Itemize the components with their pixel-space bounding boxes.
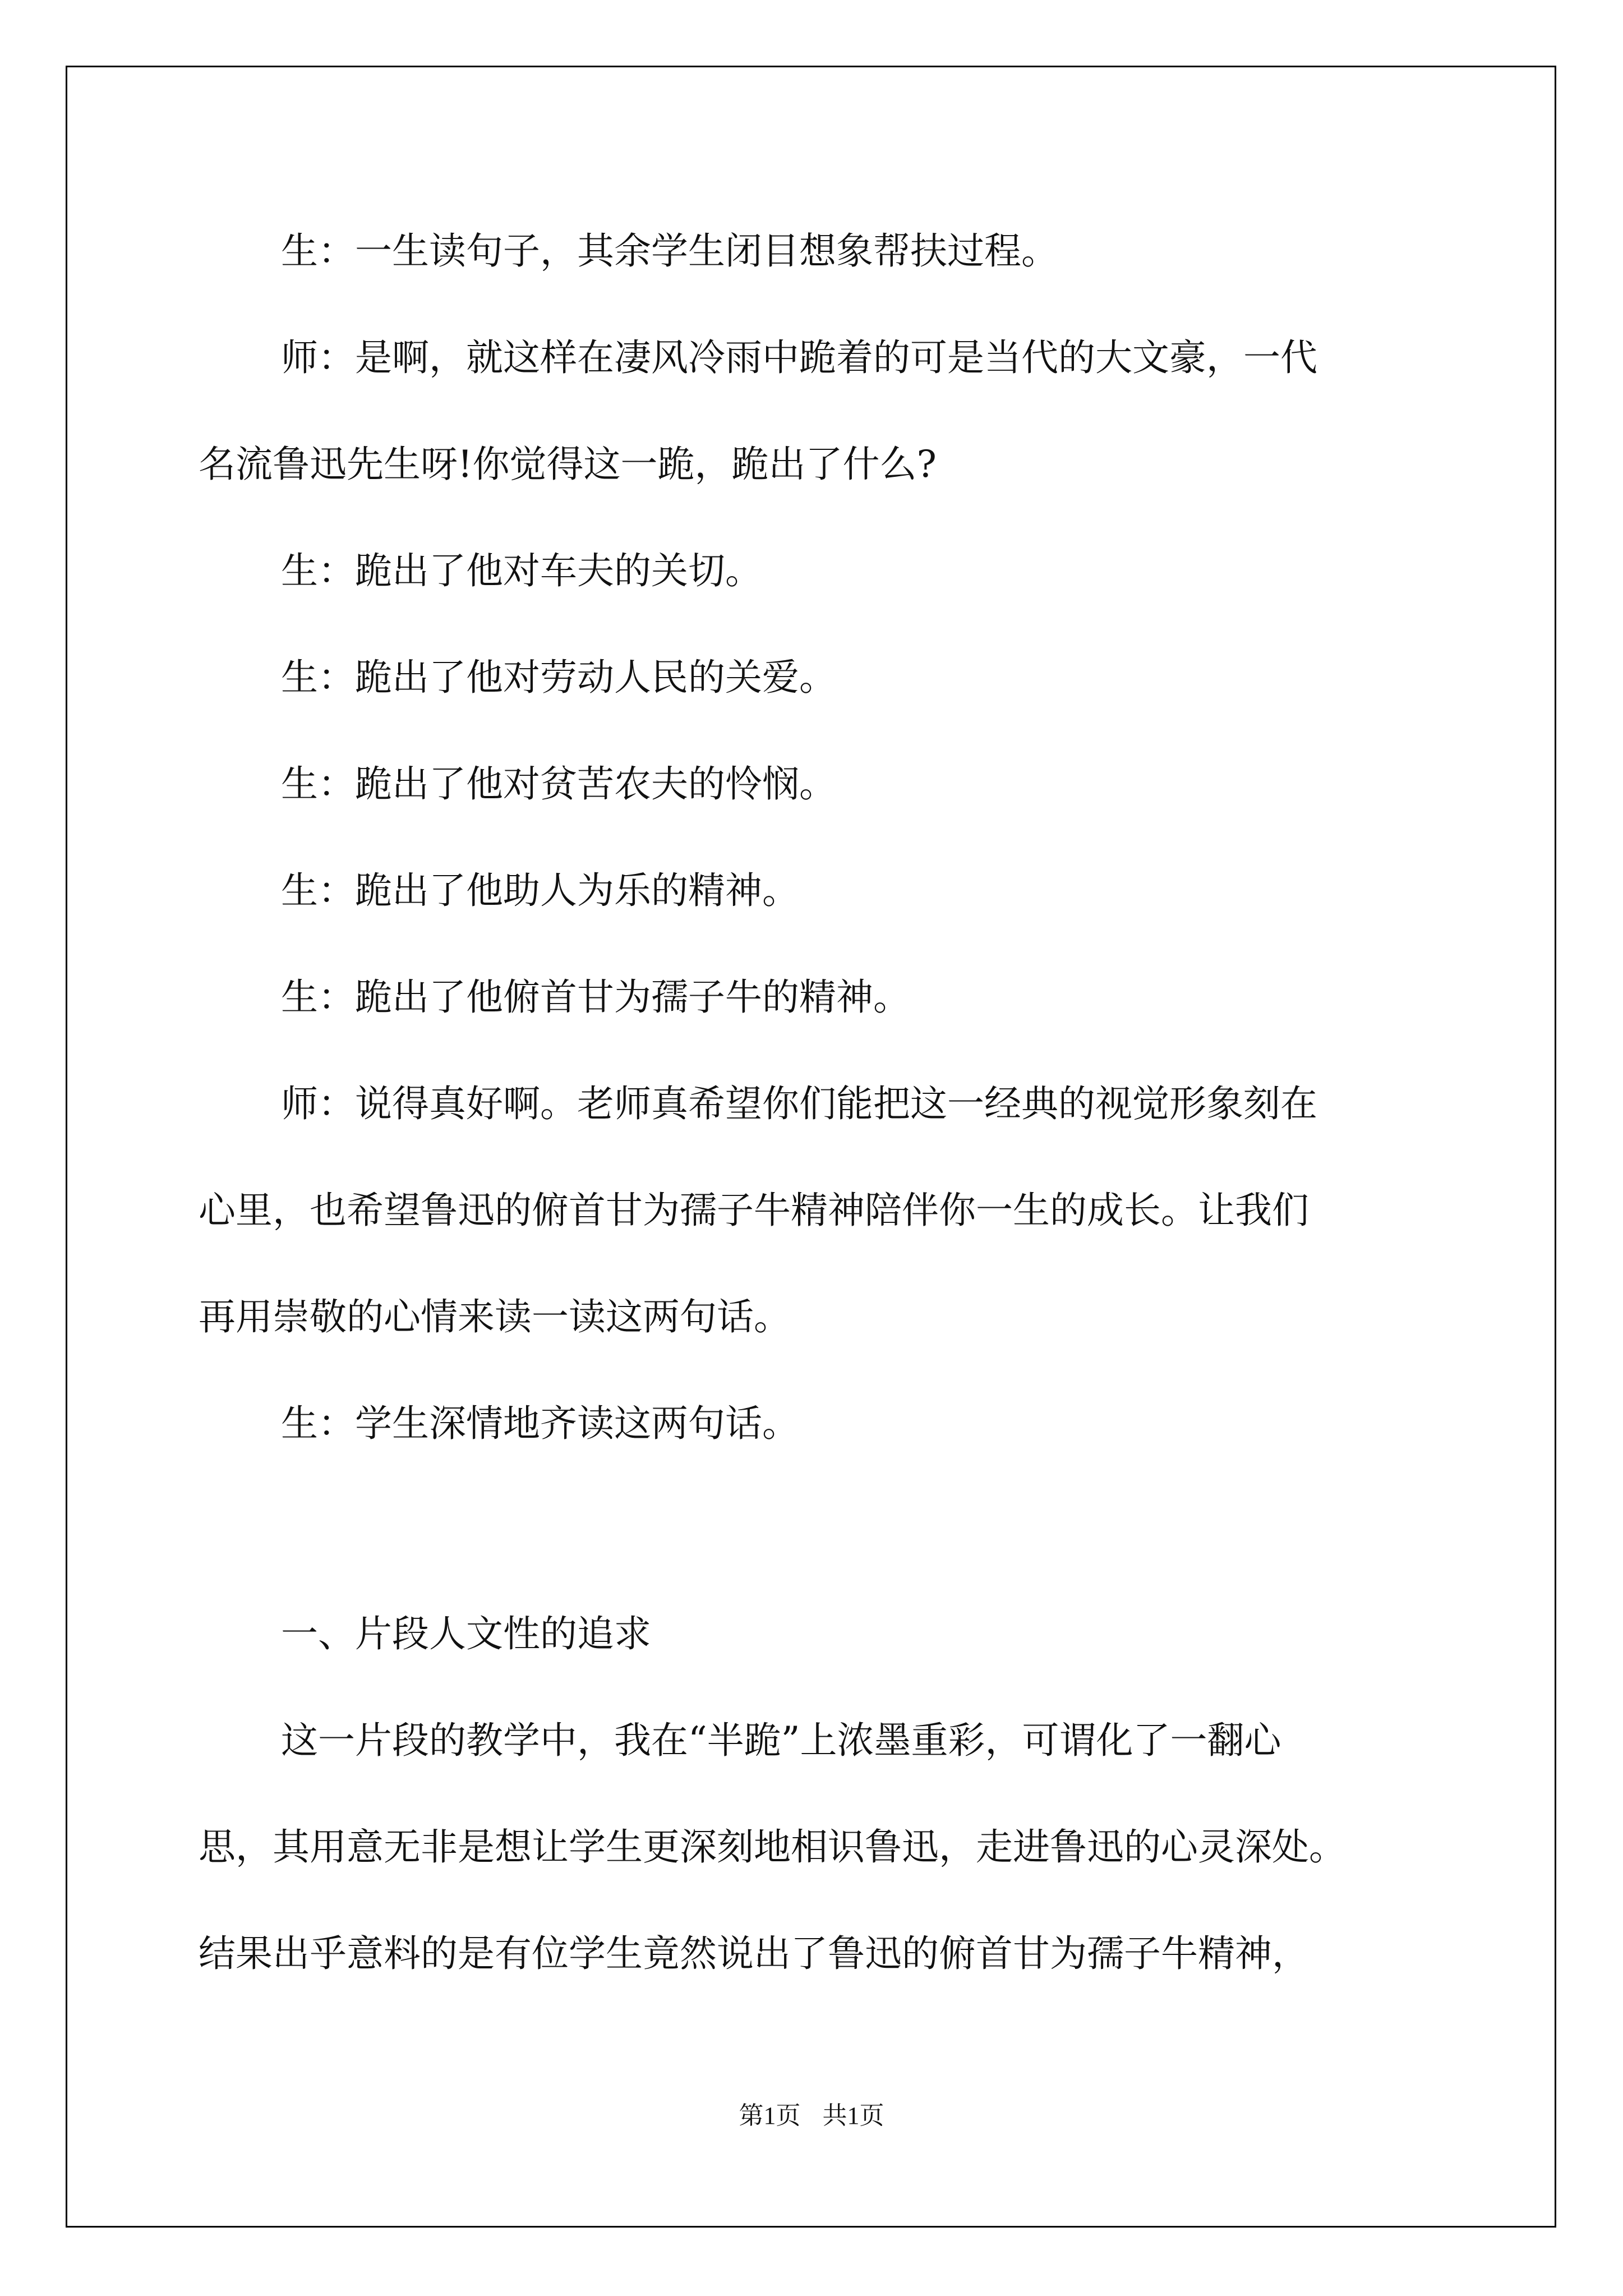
text-line: 名流鲁迅先生呀!你觉得这一跪，跪出了什么? — [199, 443, 937, 486]
page-border — [66, 66, 1556, 2228]
text-line: 生：跪出了他对劳动人民的关爱。 — [281, 656, 836, 699]
text-line: 生：一生读句子，其余学生闭目想象帮扶过程。 — [281, 229, 1058, 273]
text-line: 再用崇敬的心情来读一读这两句话。 — [199, 1295, 791, 1338]
text-line: 生：跪出了他俯首甘为孺子牛的精神。 — [281, 976, 910, 1019]
text-line: 生：跪出了他对车夫的关切。 — [281, 549, 762, 592]
text-line: 思，其用意无非是想让学生更深刻地相识鲁迅，走进鲁迅的心灵深处。 — [199, 1825, 1346, 1869]
page-total: 共1页 — [822, 2102, 884, 2129]
page-footer — [0, 2095, 1623, 2131]
text-line: 结果出乎意料的是有位学生竟然说出了鲁迅的俯首甘为孺子牛精神， — [199, 1932, 1309, 1975]
section-heading: 一、片段人文性的追求 — [281, 1612, 651, 1655]
text-line: 生：跪出了他助人为乐的精神。 — [281, 869, 799, 912]
text-line: 师：说得真好啊。老师真希望你们能把这一经典的视觉形象刻在 — [281, 1082, 1317, 1125]
page-number: 第1页 — [739, 2102, 801, 2129]
text-line: 这一片段的教学中，我在“半跪”上浓墨重彩，可谓化了一翻心 — [281, 1719, 1281, 1762]
text-line: 生：学生深情地齐读这两句话。 — [281, 1402, 799, 1445]
text-line: 师：是啊，就这样在凄风冷雨中跪着的可是当代的大文豪，一代 — [281, 336, 1317, 379]
text-line: 生：跪出了他对贫苦农夫的怜悯。 — [281, 762, 836, 806]
text-line: 心里，也希望鲁迅的俯首甘为孺子牛精神陪伴你一生的成长。让我们 — [199, 1189, 1309, 1232]
